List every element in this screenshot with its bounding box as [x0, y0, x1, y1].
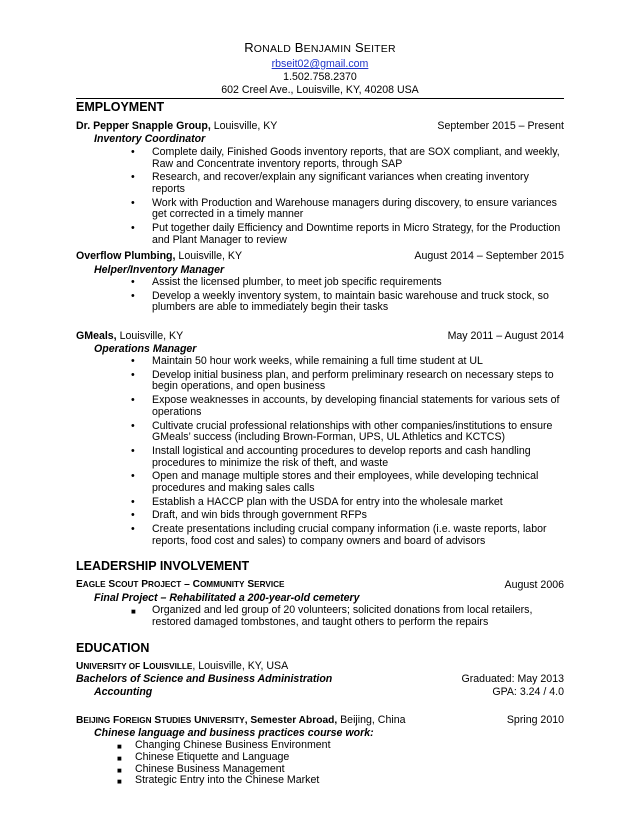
job-header [76, 250, 564, 263]
school-name: UNIVERSITY OF LOUISVILLE, Louisville, KY, USA [76, 660, 289, 672]
job-role: Inventory Coordinator [94, 133, 206, 145]
job-header [76, 120, 564, 133]
section-title-education: EDUCATION [76, 641, 150, 655]
list-item: • Cultivate crucial professional relationships with other companies/institutions to ensure GMeals’ success (including Brown-Forman, UPS, UL Athletics and KCTCS) [131, 419, 553, 444]
job-dates: May 2011 – August 2014 [447, 330, 564, 342]
leadership-header [76, 579, 564, 592]
list-item: • Put together daily Efficiency and Downtime reports in Micro Strategy, for the Production and Plant Manager to review [131, 222, 561, 246]
gpa: GPA: 3.24 / 4.0 [492, 686, 564, 698]
address: 602 Creel Ave., Louisville, KY, 40208 USA [221, 84, 419, 96]
company-name: Dr. Pepper Snapple Group, [76, 120, 211, 132]
job-dates: August 2014 – September 2015 [414, 250, 564, 262]
job-role: Operations Manager [94, 343, 197, 355]
job-role: Helper/Inventory Manager [94, 264, 225, 276]
list-item: • Expose weaknesses in accounts, by developing financial statements for various sets of operations [131, 394, 560, 418]
company-name: GMeals, [76, 330, 117, 342]
list-item: ■ Changing Chinese Business Environment [117, 739, 331, 751]
candidate-name: RONALD BENJAMIN SEITER [244, 40, 396, 55]
school-header [76, 714, 564, 727]
section-title-employment: EMPLOYMENT [76, 100, 165, 114]
school-header [76, 660, 564, 673]
email-link[interactable]: rbseit02@gmail.com [271, 58, 369, 70]
coursework-list [113, 740, 553, 787]
job-bullets [129, 147, 564, 249]
major: Accounting [94, 686, 153, 698]
list-item: ■ Strategic Entry into the Chinese Market [117, 774, 320, 787]
job-location: Louisville, KY [175, 250, 243, 262]
coursework-title: Chinese language and business practices course work: [94, 727, 374, 739]
list-item: ■ Chinese Etiquette and Language [117, 750, 290, 763]
leadership-date: August 2006 [504, 579, 564, 591]
list-item: • Develop initial business plan, and perform preliminary research on necessary steps to begin operations, and open business [131, 368, 554, 393]
graduation-date: Graduated: May 2013 [461, 673, 564, 685]
leadership-org: EAGLE SCOUT PROJECT – COMMUNITY SERVICE [76, 579, 285, 590]
job-location: Louisville, KY [210, 120, 278, 132]
list-item: • Establish a HACCP plan with the USDA for entry into the wholesale market [131, 495, 503, 508]
list-item: • Develop a weekly inventory system, to maintain basic warehouse and truck stock, so plumbers are able to immediately begin their tasks [131, 289, 549, 314]
job-bullets [129, 277, 564, 316]
header-divider [76, 98, 564, 99]
list-item: • Install logistical and accounting procedures to develop reports and cash handling procedures to minimize the risk of theft, and waste [131, 444, 531, 469]
degree: Bachelors of Science and Business Administration [76, 673, 333, 685]
list-item: • Work with Production and Warehouse managers during discovery, to ensure variances get corrected in a timely manner [131, 196, 557, 221]
job-header [76, 330, 564, 343]
leadership-bullets [129, 605, 564, 630]
phone-number: 1.502.758.2370 [283, 71, 357, 83]
study-abroad-date: Spring 2010 [506, 714, 564, 726]
list-item: • Maintain 50 hour work weeks, while remaining a full time student at UL [131, 355, 483, 367]
list-item: ■ Chinese Business Management [117, 762, 285, 775]
job-bullets [129, 356, 564, 550]
degree-row [76, 673, 564, 686]
list-item: ■ Organized and led group of 20 volunteers; solicited donations from local retailers, restored damaged tombstones, and taught others to perform the repairs [131, 604, 533, 628]
major-row [76, 686, 564, 699]
list-item: • Create presentations including crucial company information (i.e. waste reports, labor reports, food cost and sales) to company owners and board of advisors [131, 523, 547, 547]
company-name: Overflow Plumbing, [76, 250, 176, 262]
section-title-leadership: LEADERSHIP INVOLVEMENT [76, 559, 250, 573]
list-item: • Research, and recover/explain any significant variances when creating inventory reports [131, 171, 529, 195]
list-item: • Complete daily, Finished Goods inventory reports, that are SOX compliant, and weekly, Raw and Concentrate inventory reports, through SAP [131, 146, 560, 170]
list-item: • Draft, and win bids through government RFPs [131, 509, 367, 522]
job-location: Louisville, KY [116, 330, 184, 342]
list-item: • Open and manage multiple stores and their employees, while developing technical procedures and making sales calls [131, 470, 539, 494]
list-item: • Assist the licensed plumber, to meet job specific requirements [131, 276, 442, 288]
school-name: BEIJING FOREIGN STUDIES UNIVERSITY, Semester Abroad, Beijing, China [76, 714, 406, 726]
leadership-project: Final Project – Rehabilitated a 200-year-old cemetery [94, 592, 360, 604]
job-dates: September 2015 – Present [437, 120, 564, 132]
